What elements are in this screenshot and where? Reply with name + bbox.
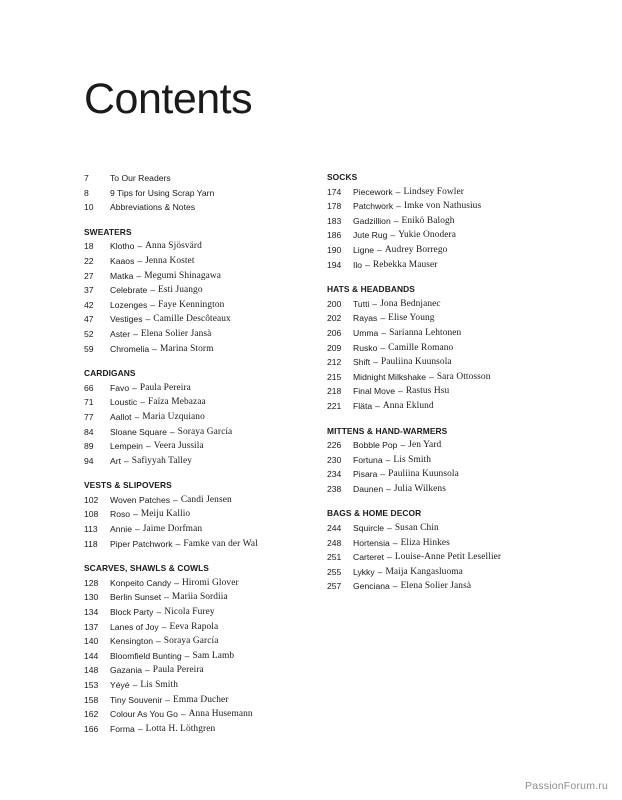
toc-entry	[84, 649, 329, 664]
designer-name: Audrey Borrego	[384, 244, 448, 255]
page-number: 209	[327, 342, 342, 353]
page-number: 118	[84, 538, 98, 549]
designer-name: Lis Smith	[393, 454, 432, 465]
toc-entry	[84, 283, 329, 298]
toc-entry	[84, 507, 329, 522]
toc-entry	[84, 239, 329, 254]
title-designer-separator: –	[161, 621, 167, 632]
page-number: 257	[327, 581, 342, 592]
title-designer-separator: –	[137, 255, 143, 266]
title-designer-separator: –	[156, 636, 161, 647]
toc-entry	[327, 453, 587, 468]
toc-entry	[327, 438, 587, 453]
title-designer-separator: –	[377, 244, 382, 255]
title-designer-separator: –	[136, 270, 142, 281]
pattern-title: Carteret	[353, 552, 385, 563]
title-designer-separator: –	[180, 709, 186, 720]
title-designer-separator: –	[386, 483, 391, 494]
title-designer-separator: –	[137, 723, 143, 734]
designer-name: Sam Lamb	[192, 650, 235, 661]
toc-entry	[327, 185, 587, 200]
contents-column-left	[84, 171, 329, 736]
page-title: Contents	[84, 75, 253, 123]
pattern-title: Aallot	[110, 411, 132, 422]
pattern-title: Favo	[110, 382, 130, 393]
title-designer-separator: –	[175, 538, 181, 549]
section-socks	[327, 170, 587, 272]
pattern-title: Berlin Sunset	[110, 592, 162, 603]
toc-entry	[84, 171, 329, 186]
pattern-title: Colour As You Go	[110, 709, 178, 720]
designer-name: Lindsey Fowler	[403, 186, 464, 197]
designer-name: Mariia Sordiia	[171, 592, 228, 603]
pattern-title: Fläta	[353, 400, 373, 411]
toc-entry	[327, 579, 587, 594]
page-number: 59	[84, 343, 94, 354]
title-designer-separator: –	[380, 313, 386, 324]
page-number: 66	[84, 382, 94, 393]
title-designer-separator: –	[396, 201, 401, 212]
page-number: 166	[84, 723, 99, 734]
page-number: 158	[84, 694, 99, 705]
page-number: 27	[84, 270, 94, 281]
toc-entry	[327, 565, 587, 580]
title-designer-separator: –	[150, 285, 156, 296]
page-number: 194	[327, 259, 342, 270]
designer-name: Esti Juango	[158, 285, 203, 296]
toc-entry	[84, 327, 329, 342]
section-mittens-hand-warmers	[327, 424, 587, 497]
toc-entry	[327, 214, 587, 229]
designer-name: Jaime Dorfman	[142, 524, 203, 535]
pattern-title: Final Move	[353, 386, 396, 397]
section-spacer	[84, 551, 329, 561]
designer-name: Emma Ducher	[173, 694, 229, 705]
designer-name: Jenna Kostet	[145, 255, 195, 266]
title-designer-separator: –	[390, 230, 396, 241]
page-number: 202	[327, 313, 342, 324]
section-heading: BAGS & HOME DECOR	[327, 508, 422, 519]
pattern-title: Lozenges	[110, 299, 148, 310]
designer-name: Candi Jensen	[180, 494, 232, 505]
title-designer-separator: –	[392, 537, 398, 548]
toc-entry	[327, 550, 587, 565]
page-number: 77	[84, 411, 94, 422]
page-number: 234	[327, 469, 342, 480]
page-number: 37	[84, 285, 94, 296]
page-number: 212	[327, 357, 342, 368]
title-designer-separator: –	[145, 314, 151, 325]
designer-name: Anna Eklund	[382, 400, 434, 411]
designer-name: Soraya García	[163, 636, 219, 647]
toc-entry	[84, 634, 329, 649]
toc-entry	[327, 297, 587, 312]
pattern-title: Roso	[110, 509, 131, 520]
toc-entry	[84, 522, 329, 537]
page-number: 137	[84, 621, 99, 632]
page-number: 128	[84, 577, 99, 588]
title-designer-separator: –	[381, 327, 387, 338]
toc-entry	[327, 370, 587, 385]
toc-entry	[84, 186, 329, 201]
title-designer-separator: –	[372, 298, 378, 309]
pattern-title: Annie	[110, 524, 132, 535]
pattern-title: Lykky	[353, 566, 375, 577]
pattern-title: Jute Rug	[353, 230, 388, 241]
designer-name: Nicola Furey	[164, 607, 215, 618]
designer-name: Jen Yard	[408, 440, 442, 451]
pattern-title: Konpeito Candy	[110, 577, 172, 588]
pattern-title: Rayas	[353, 313, 378, 324]
section-bags-home-decor	[327, 506, 587, 594]
page-number: 10	[84, 202, 94, 213]
title-designer-separator: –	[377, 566, 383, 577]
title-designer-separator: –	[133, 509, 138, 520]
page-number: 148	[84, 665, 99, 676]
toc-entry	[84, 410, 329, 425]
title-designer-separator: –	[165, 694, 171, 705]
pattern-title: Abbreviations & Notes	[110, 202, 196, 213]
designer-name: Sara Ottosson	[436, 371, 491, 382]
pattern-title: Aster	[110, 328, 131, 339]
section-spacer	[327, 496, 587, 506]
toc-entry	[84, 605, 329, 620]
designer-name: Rebekka Mauser	[372, 259, 438, 270]
page-number: 102	[84, 494, 99, 505]
toc-entry	[327, 311, 587, 326]
designer-name: Yukie Onodera	[398, 230, 456, 241]
designer-name: Megumi Shinagawa	[144, 270, 222, 281]
page-number: 255	[327, 566, 342, 577]
pattern-title: Kensington	[110, 636, 154, 647]
designer-name: Faïza Mebazaa	[148, 397, 206, 408]
page-number: 144	[84, 650, 99, 661]
page-number: 215	[327, 371, 342, 382]
pattern-title: Pisara	[353, 469, 378, 480]
page-number: 18	[84, 241, 94, 252]
page-number: 84	[84, 426, 94, 437]
designer-name: Louise-Anne Petit Lesellier	[394, 552, 502, 563]
toc-entry	[84, 454, 329, 469]
page-number: 8	[84, 187, 89, 198]
page-number: 134	[84, 607, 99, 618]
designer-name: Maria Uzquiano	[142, 411, 205, 422]
title-designer-separator: –	[145, 665, 150, 676]
pattern-title: Sloane Square	[110, 426, 167, 437]
toc-entry	[84, 381, 329, 396]
title-designer-separator: –	[137, 241, 143, 252]
title-designer-separator: –	[365, 259, 370, 270]
pattern-title: Shift	[353, 357, 371, 368]
title-designer-separator: –	[387, 552, 392, 563]
toc-entry	[84, 312, 329, 327]
designer-name: Lotta H. Löthgren	[145, 723, 216, 734]
title-designer-separator: –	[380, 342, 386, 353]
toc-entry	[84, 693, 329, 708]
designer-name: Hiromi Glover	[181, 577, 239, 588]
section-scarves-shawls-cowls	[84, 561, 329, 736]
designer-name: Elise Young	[388, 313, 435, 324]
toc-entry	[84, 254, 329, 269]
pattern-title: Genciana	[353, 581, 390, 592]
page-number: 186	[327, 230, 342, 241]
pattern-title: Vestiges	[110, 314, 143, 325]
pattern-title: Ilo	[353, 259, 363, 270]
title-designer-separator: –	[173, 494, 178, 505]
toc-entry	[327, 199, 587, 214]
title-designer-separator: –	[145, 441, 151, 452]
title-designer-separator: –	[392, 581, 398, 592]
designer-name: Eeva Rapola	[169, 621, 219, 632]
title-designer-separator: –	[134, 411, 140, 422]
designer-name: Marina Storm	[159, 343, 214, 354]
toc-entry	[84, 425, 329, 440]
pattern-title: Bloomfield Bunting	[110, 650, 182, 661]
toc-entry	[327, 228, 587, 243]
designer-name: Rastus Hsu	[405, 386, 450, 397]
pattern-title: Block Party	[110, 607, 154, 618]
designer-name: Camille Descôteaux	[153, 314, 231, 325]
pattern-title: Woven Patches	[110, 494, 171, 505]
page-number: 47	[84, 314, 94, 325]
toc-entry	[84, 663, 329, 678]
section-spacer	[84, 215, 329, 225]
designer-name: Soraya García	[177, 426, 233, 437]
title-designer-separator: –	[174, 577, 179, 588]
page-number: 140	[84, 636, 99, 647]
designer-name: Pauliina Kuunsola	[388, 469, 459, 480]
title-designer-separator: –	[134, 524, 140, 535]
page-number: 206	[327, 327, 342, 338]
designer-name: Imke von Nathusius	[403, 201, 482, 212]
designer-name: Pauliina Kuunsola	[380, 357, 452, 368]
section-heading: MITTENS & HAND-WARMERS	[327, 425, 448, 436]
pattern-title: Chromelia	[110, 343, 150, 354]
section-heading: SCARVES, SHAWLS & COWLS	[84, 563, 209, 574]
designer-name: Maija Kangasluoma	[385, 566, 463, 577]
toc-entry	[84, 298, 329, 313]
page-number: 190	[327, 244, 342, 255]
designer-name: Faye Kennington	[158, 299, 225, 310]
pattern-title: Lempein	[110, 441, 143, 452]
section-sweaters	[84, 225, 329, 356]
title-designer-separator: –	[398, 386, 403, 397]
watermark: PassionForum.ru	[525, 780, 608, 792]
toc-entry	[327, 355, 587, 370]
page-number: 226	[327, 440, 342, 451]
toc-entry	[327, 258, 587, 273]
designer-name: Veera Jussila	[153, 441, 204, 452]
toc-entry	[84, 269, 329, 284]
designer-name: Safiyyah Talley	[131, 455, 193, 466]
title-designer-separator: –	[375, 400, 380, 411]
page-number: 94	[84, 455, 94, 466]
section-heading: VESTS & SLIPOVERS	[84, 480, 172, 491]
designer-name: Meiju Kallio	[140, 509, 191, 520]
page-number: 71	[84, 397, 94, 408]
pattern-title: Lanes of Joy	[110, 621, 159, 632]
pattern-title: Patchwork	[353, 201, 394, 212]
designer-name: Anna Sjösvärd	[145, 241, 202, 252]
page-number: 174	[327, 186, 342, 197]
title-designer-separator: –	[150, 299, 156, 310]
page-number: 230	[327, 454, 342, 465]
toc-entry	[84, 620, 329, 635]
pattern-title: Art	[110, 455, 121, 466]
title-designer-separator: –	[395, 186, 401, 197]
toc-entry	[84, 678, 329, 693]
toc-entry	[327, 384, 587, 399]
page-number: 130	[84, 592, 99, 603]
designer-name: Paula Pereira	[139, 382, 191, 393]
section-intro	[84, 171, 329, 215]
title-designer-separator: –	[164, 592, 169, 603]
toc-entry	[84, 200, 329, 215]
toc-entry	[84, 439, 329, 454]
section-spacer	[84, 356, 329, 366]
section-spacer	[327, 414, 587, 424]
toc-entry	[84, 576, 329, 591]
designer-name: Elena Solier Jansà	[400, 581, 472, 592]
pattern-title: Daunen	[353, 483, 384, 494]
pattern-title: Kaaos	[110, 255, 135, 266]
title-designer-separator: –	[429, 371, 434, 382]
title-designer-separator: –	[152, 343, 157, 354]
page-number: 183	[327, 215, 342, 226]
pattern-title: Squircle	[353, 523, 385, 534]
title-designer-separator: –	[385, 454, 391, 465]
toc-entry	[327, 243, 587, 258]
page-number: 108	[84, 509, 99, 520]
pattern-title: Loustic	[110, 397, 138, 408]
page-number: 218	[327, 386, 342, 397]
pattern-title: Piecework	[353, 186, 393, 197]
page-number: 52	[84, 328, 94, 339]
toc-entry	[84, 342, 329, 357]
section-heading: SWEATERS	[84, 226, 132, 237]
toc-entry	[84, 590, 329, 605]
page-number: 89	[84, 441, 94, 452]
designer-name: Anna Husemann	[188, 709, 253, 720]
toc-entry	[327, 536, 587, 551]
title-designer-separator: –	[133, 328, 138, 339]
pattern-title: Ligne	[353, 244, 375, 255]
section-spacer	[327, 272, 587, 282]
section-heading: HATS & HEADBANDS	[327, 284, 415, 295]
title-designer-separator: –	[123, 455, 129, 466]
section-heading: CARDIGANS	[84, 368, 136, 379]
designer-name: Eliza Hinkes	[400, 537, 450, 548]
pattern-title: Matka	[110, 270, 134, 281]
pattern-title: To Our Readers	[110, 173, 171, 183]
title-designer-separator: –	[373, 357, 378, 368]
title-designer-separator: –	[169, 426, 175, 437]
section-hats-headbands	[327, 282, 587, 413]
page-number: 251	[327, 552, 342, 563]
designer-name: Julia Wilkens	[393, 483, 446, 494]
toc-entry	[84, 395, 329, 410]
pattern-title: Celebrate	[110, 285, 148, 296]
section-vests-slipovers	[84, 478, 329, 551]
designer-name: Sarianna Lehtonen	[389, 327, 462, 338]
pattern-title: Tiny Souvenir	[110, 694, 163, 705]
pattern-title: Hortensia	[353, 537, 390, 548]
title-designer-separator: –	[380, 469, 386, 480]
pattern-title: Piper Patchwork	[110, 538, 173, 549]
designer-name: Lis Smith	[140, 680, 179, 690]
pattern-title: Midnight Milkshake	[353, 371, 427, 382]
title-designer-separator: –	[132, 680, 138, 690]
pattern-title: Umma	[353, 327, 379, 338]
page-number: 7	[84, 173, 89, 183]
section-spacer	[84, 468, 329, 478]
contents-column-right	[327, 170, 587, 594]
title-designer-separator: –	[393, 215, 399, 226]
page-number: 244	[327, 523, 342, 534]
toc-entry	[327, 399, 587, 414]
pattern-title: Klotho	[110, 241, 135, 252]
page-number: 248	[327, 537, 342, 548]
page-number: 200	[327, 298, 342, 309]
toc-entry	[84, 707, 329, 722]
pattern-title: Tutti	[353, 298, 370, 309]
designer-name: Jona Bednjanec	[380, 298, 441, 309]
designer-name: Famke van der Wal	[183, 538, 258, 549]
designer-name: Susan Chin	[394, 523, 439, 534]
section-heading: SOCKS	[327, 172, 358, 182]
pattern-title: Gazania	[110, 665, 143, 676]
toc-entry	[84, 493, 329, 508]
pattern-title: Bobble Pop	[353, 440, 398, 451]
toc-entry	[327, 341, 587, 356]
toc-entry	[84, 722, 329, 737]
page-number: 221	[327, 400, 342, 411]
designer-name: Elena Solier Jansà	[140, 328, 212, 339]
page-number: 113	[84, 524, 98, 535]
pattern-title: Rusko	[353, 342, 378, 353]
pattern-title: Forma	[110, 723, 135, 734]
page-number: 22	[84, 255, 94, 266]
title-designer-separator: –	[184, 650, 190, 661]
pattern-title: Gadzillion	[353, 215, 391, 226]
section-cardigans	[84, 366, 329, 468]
pattern-title: 9 Tips for Using Scrap Yarn	[110, 187, 215, 198]
page-number: 238	[327, 483, 342, 494]
designer-name: Enikö Balogh	[401, 215, 455, 226]
page-number: 162	[84, 709, 99, 720]
title-designer-separator: –	[156, 607, 162, 618]
toc-entry	[327, 326, 587, 341]
pattern-title: Yéyé	[110, 680, 130, 690]
designer-name: Camille Romano	[388, 342, 454, 353]
title-designer-separator: –	[400, 440, 406, 451]
toc-entry	[327, 467, 587, 482]
toc-entry	[84, 537, 329, 552]
page-number: 178	[327, 201, 342, 212]
toc-entry	[327, 521, 587, 536]
title-designer-separator: –	[387, 523, 392, 534]
page-number: 42	[84, 299, 94, 310]
pattern-title: Fortuna	[353, 454, 383, 465]
toc-entry	[327, 482, 587, 497]
page-number: 153	[84, 680, 99, 690]
title-designer-separator: –	[140, 397, 146, 408]
designer-name: Paula Pereira	[152, 665, 204, 676]
title-designer-separator: –	[132, 382, 137, 393]
